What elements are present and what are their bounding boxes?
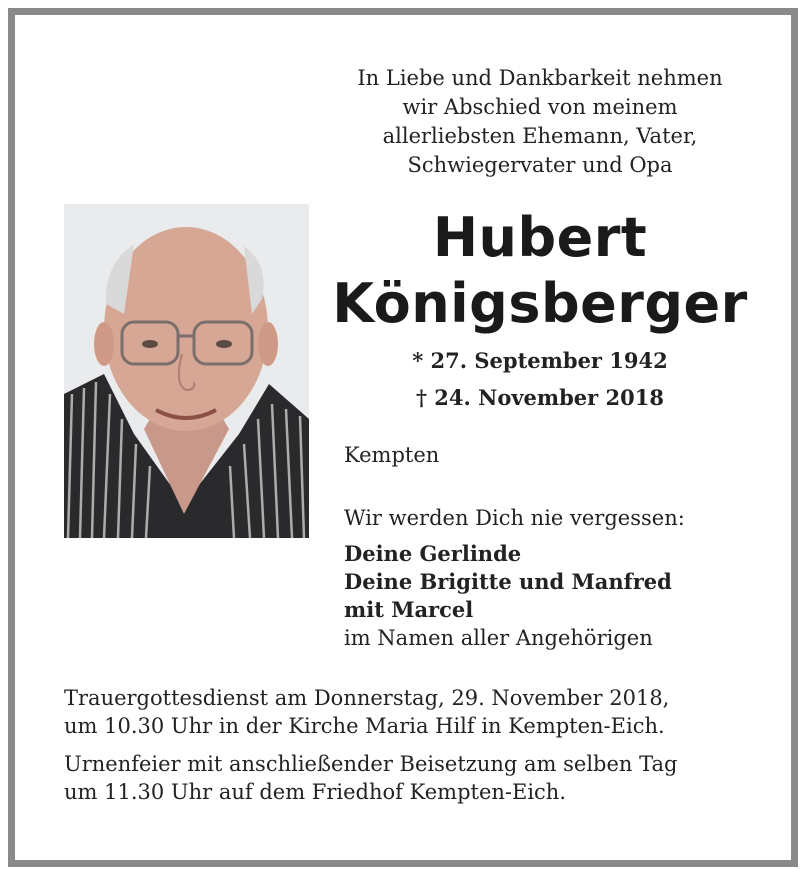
intro-text xyxy=(330,64,750,180)
portrait-illustration xyxy=(64,204,309,538)
deceased-name xyxy=(330,205,750,337)
portrait-photo xyxy=(64,204,309,538)
last-name: Königsberger xyxy=(332,272,748,335)
birth-date: * 27. September 1942 xyxy=(412,348,668,373)
place: Kempten xyxy=(344,443,440,467)
life-dates xyxy=(330,342,750,416)
family-line: Deine Brigitte und Manfred xyxy=(344,569,672,594)
service-line: Urnenfeier mit anschließender Beisetzung am selben Tag xyxy=(64,752,678,776)
family-line: Deine Gerlinde xyxy=(344,541,522,566)
service-details xyxy=(64,684,736,816)
farewell-line: Wir werden Dich nie vergessen: xyxy=(344,506,685,530)
family-line: mit Marcel xyxy=(344,597,474,622)
service-paragraph xyxy=(64,684,736,740)
family-line: im Namen aller Angehörigen xyxy=(344,626,653,650)
service-line: um 10.30 Uhr in der Kirche Maria Hilf in Kempten-Eich. xyxy=(64,714,665,738)
intro-line: wir Abschied von meinem xyxy=(402,95,678,119)
death-date: † 24. November 2018 xyxy=(416,385,664,410)
service-paragraph xyxy=(64,750,736,806)
intro-line: Schwiegervater und Opa xyxy=(407,153,673,177)
service-line: um 11.30 Uhr auf dem Friedhof Kempten-Eich. xyxy=(64,780,567,804)
service-line: Trauergottesdienst am Donnerstag, 29. November 2018, xyxy=(64,686,670,710)
first-name: Hubert xyxy=(432,206,648,269)
intro-line: In Liebe und Dankbarkeit nehmen xyxy=(357,66,723,90)
intro-line: allerliebsten Ehemann, Vater, xyxy=(382,124,698,148)
family-signatures xyxy=(344,540,672,652)
